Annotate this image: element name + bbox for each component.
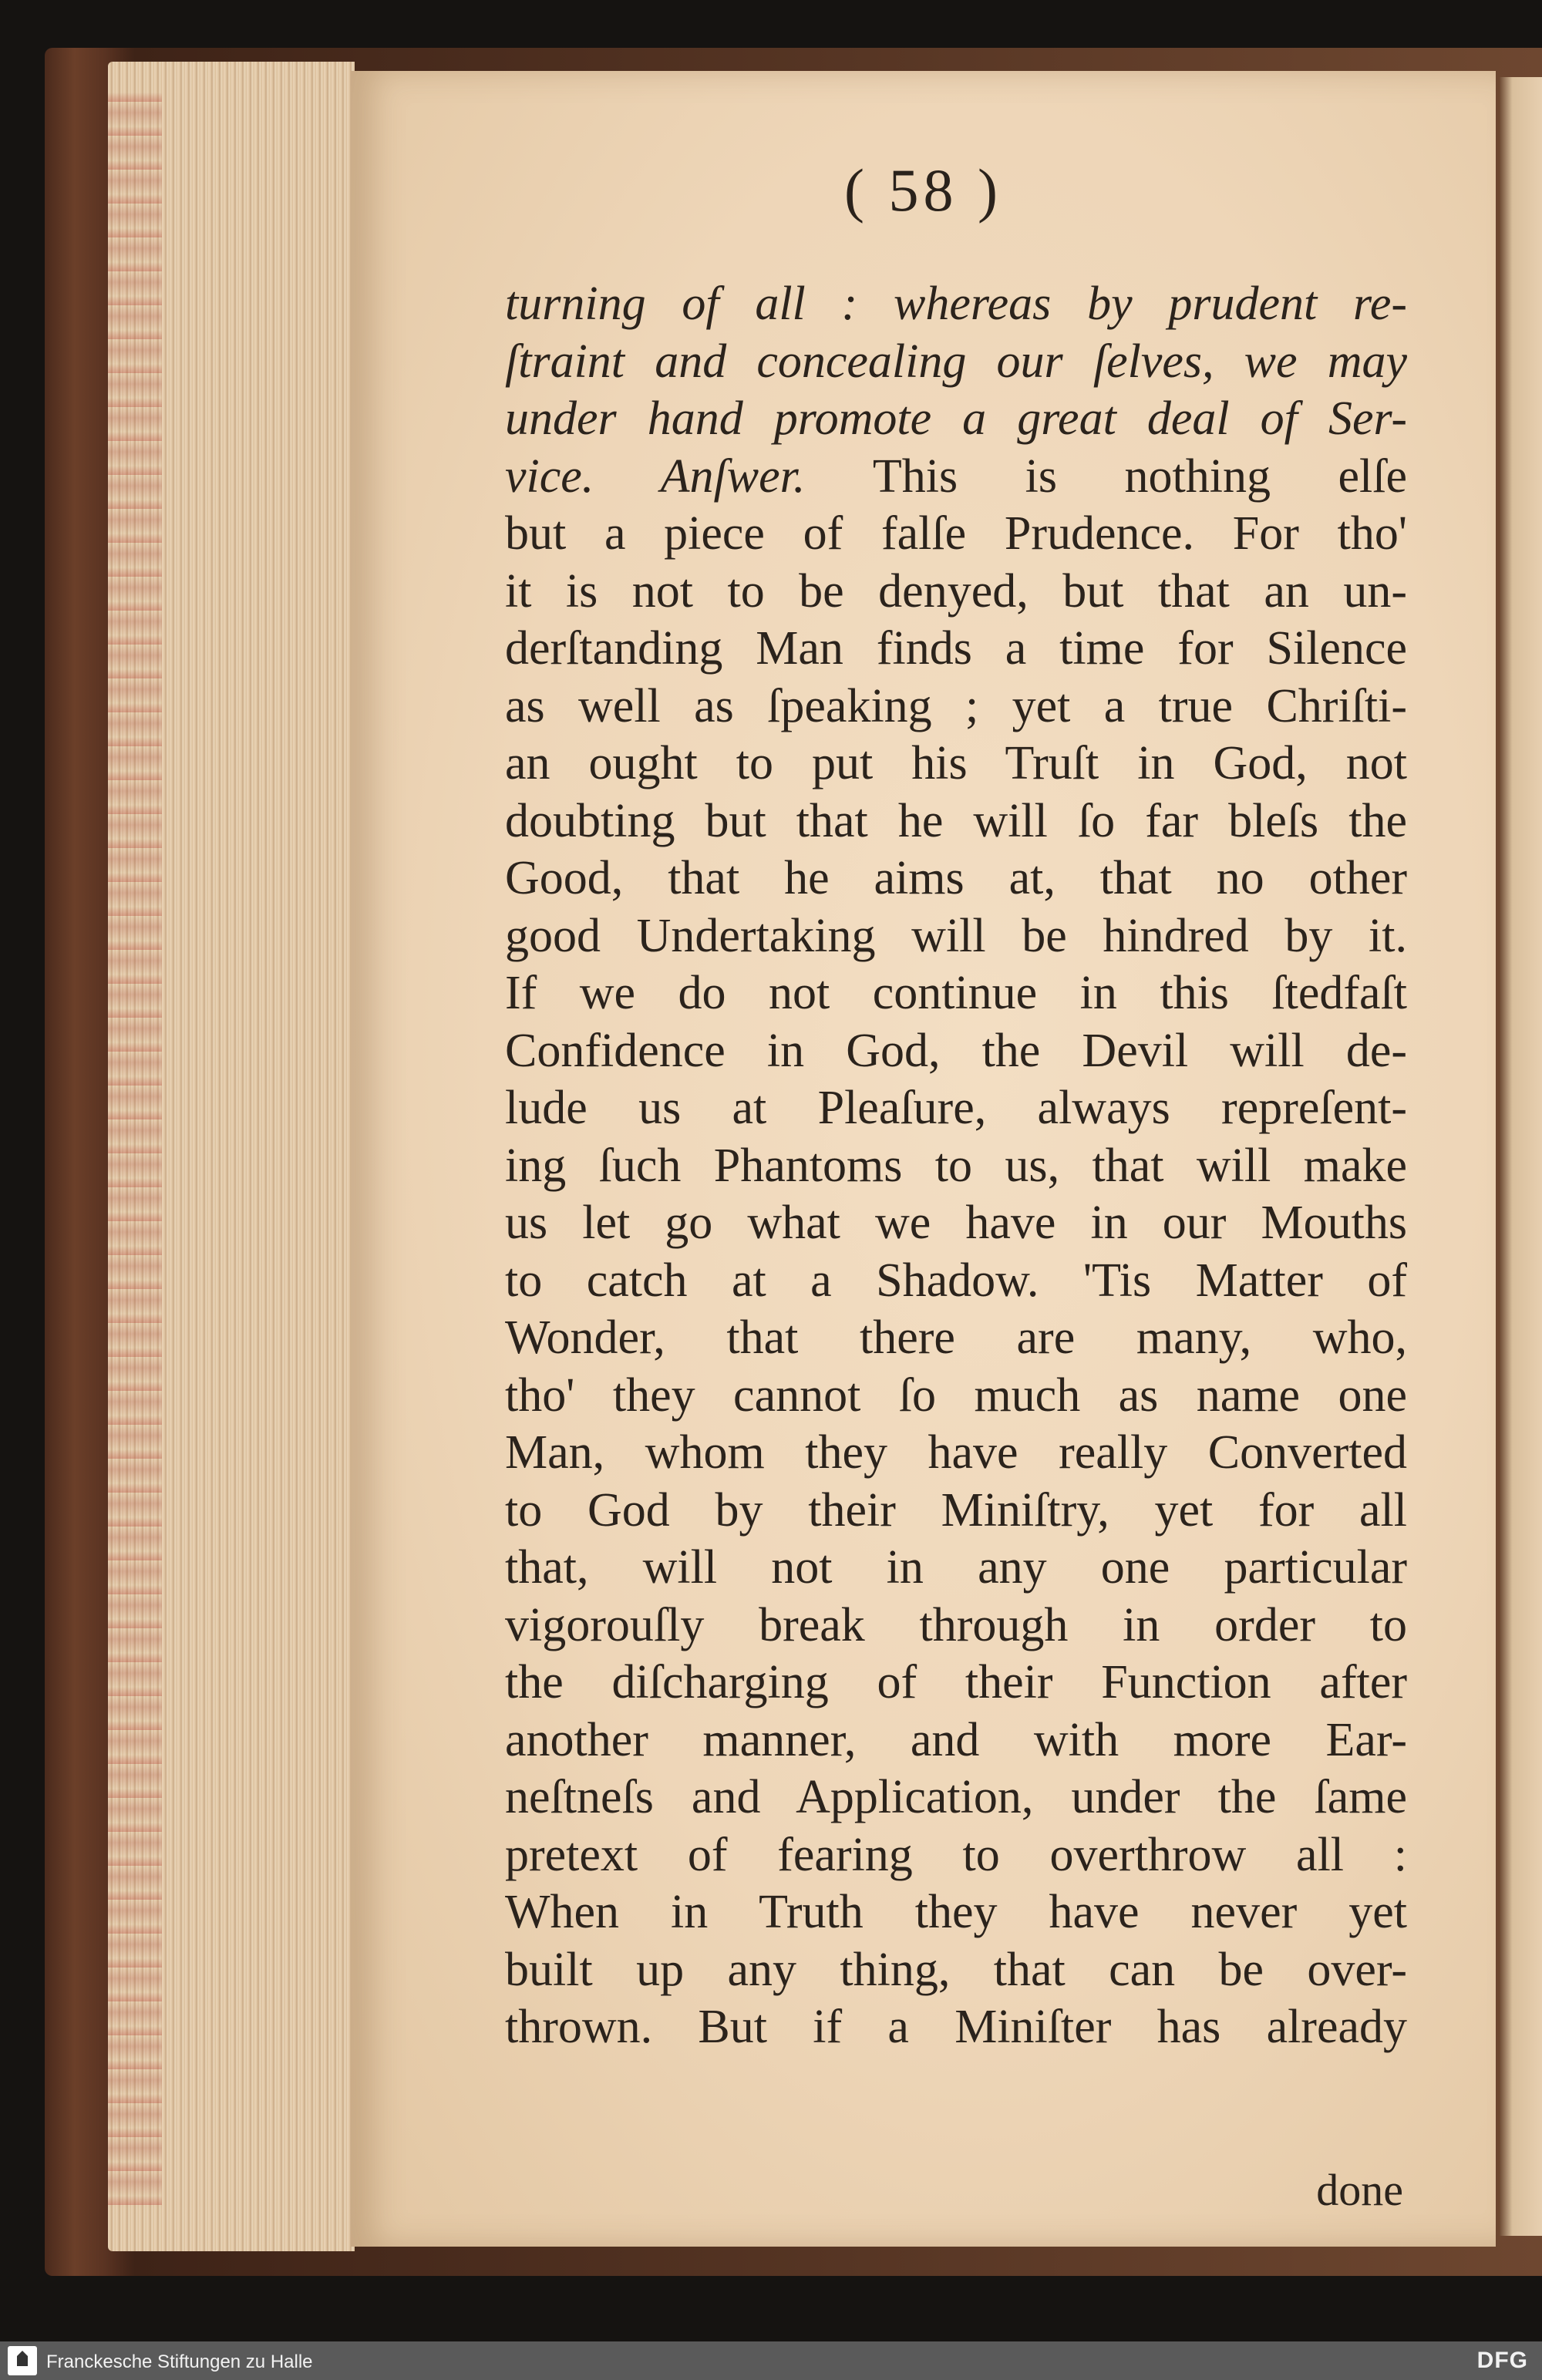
text-line: but a piece of falſe Prudence. For tho' [505, 507, 1407, 560]
text-line: the diſcharging of their Function after [505, 1656, 1407, 1708]
book-page [351, 71, 1496, 2247]
text-line: that, will not in any one particular [505, 1541, 1407, 1594]
text-line: an ought to put his Truſt in God, not [505, 737, 1407, 789]
text-line: to catch at a Shadow. 'Tis Matter of [505, 1254, 1407, 1307]
text-line: ing ſuch Phantoms to us, that will make [505, 1139, 1407, 1192]
text-line: If we do not continue in this ſtedfaſt [505, 967, 1407, 1019]
text-line: another manner, and with more Ear- [505, 1713, 1407, 1766]
body-text [505, 275, 1407, 2056]
text-line: under hand promote a great deal of Ser- [505, 392, 1407, 445]
text-line: When in Truth they have never yet [505, 1886, 1407, 1938]
text-line: Wonder, that there are many, who, [505, 1311, 1407, 1364]
text-line: thrown. But if a Miniſter has already [505, 2001, 1407, 2053]
text-line: ſtraint and concealing our ſelves, we may [505, 335, 1407, 388]
facing-page-edge [1500, 77, 1542, 2236]
text-line: pretext of fearing to overthrow all : [505, 1828, 1407, 1881]
text-line: tho' they cannot ſo much as name one [505, 1368, 1407, 1422]
text-line: vigorouſly break through in order to [505, 1598, 1407, 1651]
text-line: us let go what we have in our Mouths [505, 1197, 1407, 1249]
red-edge-stain [108, 93, 162, 2205]
text-line: good Undertaking will be hindred by it. [505, 909, 1407, 962]
text-line: doubting but that he will ſo far bleſs the [505, 794, 1407, 847]
text-line: lude us at Pleaſure, always repreſent- [505, 1082, 1407, 1134]
text-line: derſtanding Man finds a time for Silence [505, 622, 1407, 675]
text-line: it is not to be denyed, but that an un- [505, 564, 1407, 618]
text-line: as well as ſpeaking ; yet a true Chriſti- [505, 679, 1407, 732]
text-line: Man, whom they have really Converted [505, 1426, 1407, 1479]
page-number: ( 58 ) [844, 157, 1002, 224]
text-line: to God by their Miniſtry, yet for all [505, 1483, 1407, 1537]
text-line: vice. Anſwer. This is nothing elſe [505, 449, 1407, 503]
text-line: built up any thing, that can be over- [505, 1943, 1407, 1996]
text-line: turning of all : whereas by prudent re- [505, 278, 1407, 330]
catchword: done [1316, 2165, 1403, 2215]
footer-bar [0, 2341, 1542, 2380]
page-edges [108, 62, 355, 2251]
text-line: Good, that he aims at, that no other [505, 852, 1407, 904]
institution-name: Franckesche Stiftungen zu Halle [46, 2351, 313, 2372]
institution-logo-icon [8, 2346, 37, 2375]
text-line: Confidence in God, the Devil will de- [505, 1024, 1407, 1077]
dfg-logo-text: DFG [1476, 2348, 1528, 2373]
text-line: neſtneſs and Application, under the ſame [505, 1771, 1407, 1823]
